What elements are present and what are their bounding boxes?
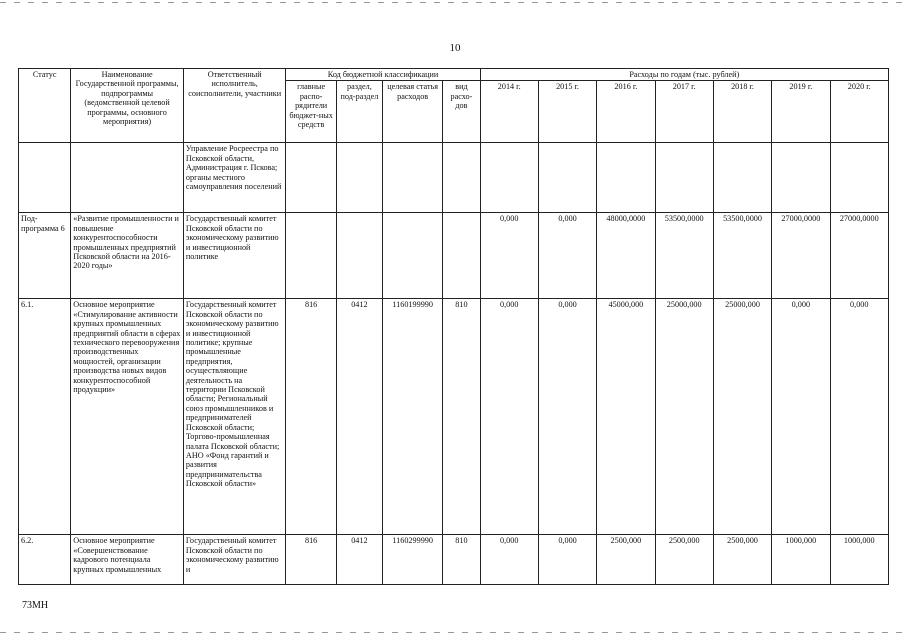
cell-status [19,143,71,213]
cell-value-2015: 0,000 [538,535,596,585]
cell-value-2014: 0,000 [480,213,538,299]
cell-grbs [286,213,336,299]
cell-value-2016 [597,143,655,213]
page-number: 10 [449,42,461,54]
cell-responsible: Государственный комитет Псковской области по экономическому развитию и инвестиционной политике; крупные промышленные предприятия, осуществляющие деятельность на территории Псковской области; Региональный союз промышленников и предпринимателей Псковской области; Торгово-промышленная палата Псковской области; АНО «Фонд гарантий и развития предпринимательства Псковской области» [183,299,286,535]
header-budget-code: Код бюджетной классификации [286,69,480,81]
cell-responsible: Управление Росреестра по Псковской области, Администрация г. Пскова; органы местного самоуправления поселений [183,143,286,213]
cell-exp-type: 810 [443,299,480,535]
cell-target: 1160299990 [383,535,443,585]
cell-value-2016: 45000,000 [597,299,655,535]
cell-value-2019 [772,143,830,213]
cell-value-2015: 0,000 [538,213,596,299]
cell-value-2014: 0,000 [480,299,538,535]
cell-value-2017 [655,143,713,213]
cell-name: Основное мероприятие «Совершенствование кадрового потенциала крупных промышленных [71,535,184,585]
cell-value-2015 [538,143,596,213]
cell-value-2014: 0,000 [480,535,538,585]
cell-value-2018: 2500,000 [713,535,771,585]
cell-section [336,143,382,213]
cell-responsible: Государственный комитет Псковской области по экономическому развитию и [183,535,286,585]
cell-value-2017: 2500,000 [655,535,713,585]
cell-value-2016: 2500,000 [597,535,655,585]
header-year-2015: 2015 г. [538,81,596,143]
table-row [19,535,889,585]
cell-value-2018: 25000,000 [713,299,771,535]
header-section: раздел, под-раздел [336,81,382,143]
scan-edge-bottom [0,632,905,633]
cell-exp-type [443,213,480,299]
cell-grbs [286,143,336,213]
cell-value-2018 [713,143,771,213]
header-year-2019: 2019 г. [772,81,830,143]
cell-target [383,143,443,213]
cell-exp-type: 810 [443,535,480,585]
header-year-2014: 2014 г. [480,81,538,143]
cell-name: Основное мероприятие «Стимулирование активности крупных промышленных предприятий области в сферах технического перевооружения производственных мощностей, организации производства новых видов конкурентоспособной продукции» [71,299,184,535]
header-year-2020: 2020 г. [830,81,888,143]
cell-value-2019: 1000,000 [772,535,830,585]
header-year-2017: 2017 г. [655,81,713,143]
cell-value-2019: 0,000 [772,299,830,535]
cell-target [383,213,443,299]
cell-exp-type [443,143,480,213]
header-year-2018: 2018 г. [713,81,771,143]
cell-section: 0412 [336,299,382,535]
cell-section: 0412 [336,535,382,585]
cell-value-2018: 53500,0000 [713,213,771,299]
table-row [19,213,889,299]
cell-value-2020: 1000,000 [830,535,888,585]
header-year-2016: 2016 г. [597,81,655,143]
scan-edge-top [0,2,905,3]
cell-name: «Развитие промышленности и повышение конкурентоспособности промышленных предприятий Псковской области на 2016-2020 годы» [71,213,184,299]
cell-status: 6.2. [19,535,71,585]
cell-responsible: Государственный комитет Псковской области по экономическому развитию и инвестиционной политике [183,213,286,299]
header-expenses: Расходы по годам (тыс. рублей) [480,69,888,81]
cell-value-2020: 0,000 [830,299,888,535]
cell-value-2020: 27000,0000 [830,213,888,299]
header-target: целевая статья расходов [383,81,443,143]
cell-value-2014 [480,143,538,213]
cell-value-2017: 53500,0000 [655,213,713,299]
header-grbs: главные распо-рядители бюджет-ных средств [286,81,336,143]
cell-name [71,143,184,213]
cell-value-2019: 27000,0000 [772,213,830,299]
cell-value-2015: 0,000 [538,299,596,535]
budget-table [18,68,889,585]
cell-grbs: 816 [286,299,336,535]
cell-section [336,213,382,299]
document-code: 73МН [22,600,49,611]
header-exp-type: вид расхо-дов [443,81,480,143]
table-row [19,299,889,535]
header-status: Статус [19,69,71,143]
cell-target: 1160199990 [383,299,443,535]
cell-grbs: 816 [286,535,336,585]
header-name: Наименование Государственной программы, подпрограммы (ведомственной целевой программы, основного мероприятия) [71,69,184,143]
cell-value-2020 [830,143,888,213]
cell-value-2017: 25000,000 [655,299,713,535]
header-responsible: Ответственный исполнитель, соисполнители, участники [183,69,286,143]
table-row [19,143,889,213]
cell-status: Под-программа 6 [19,213,71,299]
cell-status: 6.1. [19,299,71,535]
cell-value-2016: 48000,0000 [597,213,655,299]
